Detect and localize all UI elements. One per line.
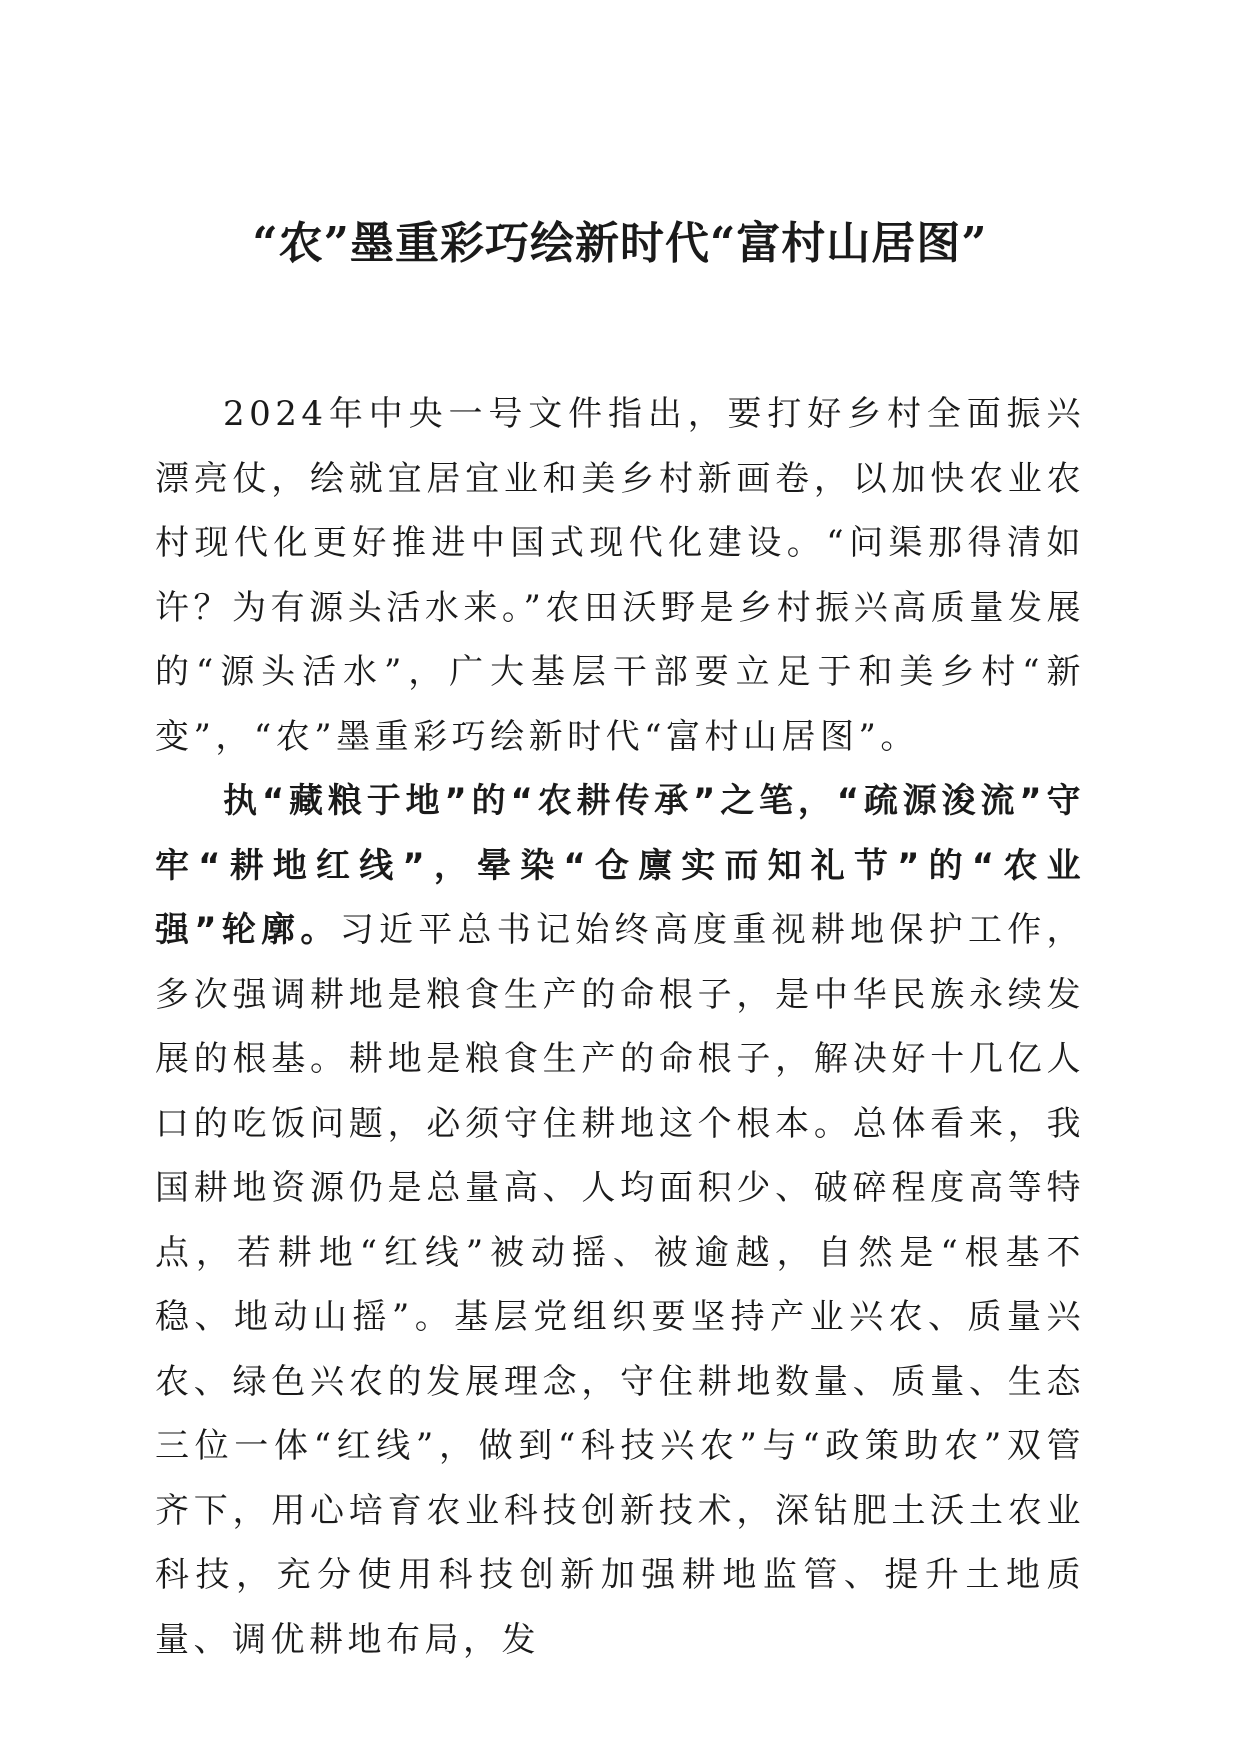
paragraph-farmland xyxy=(155,769,1085,1672)
paragraph-intro: 2024年中央一号文件指出，要打好乡村全面振兴漂亮仗，绘就宜居宜业和美乡村新画卷，以加快农业农村现代化更好推进中国式现代化建设。“问渠那得清如许？为有源头活水来。”农田沃野是乡村振兴高质量发展的“源头活水”，广大基层干部要立足于和美乡村“新变”，“农”墨重彩巧绘新时代“富村山居图”。 xyxy=(155,394,1085,757)
document-title: “农”墨重彩巧绘新时代“富村山居图” xyxy=(252,218,988,269)
paragraph-farmland-text: 习近平总书记始终高度重视耕地保护工作，多次强调耕地是粮食生产的命根子，是中华民族永续发展的根基。耕地是粮食生产的命根子，解决好十几亿人口的吃饭问题，必须守住耕地这个根本。总体看来，我国耕地资源仍是总量高、人均面积少、破碎程度高等特点，若耕地“红线”被动摇、被逾越，自然是“根基不稳、地动山摇”。基层党组织要坚持产业兴农、质量兴农、绿色兴农的发展理念，守住耕地数量、质量、生态三位一体“红线”，做到“科技兴农”与“政策助农”双管齐下，用心培育农业科技创新技术，深钻肥土沃土农业科技，充分使用科技创新加强耕地监管、提升土地质量、调优耕地布局，发 xyxy=(155,910,1085,1660)
paragraph-lead-heading: 执“藏粮于地”的“农耕传承”之笔，“疏源浚流”守牢“耕地红线”，晕染“仓廪实而知礼节”的“农业强”轮廓。 xyxy=(155,781,1085,950)
document-body xyxy=(155,382,1085,1672)
